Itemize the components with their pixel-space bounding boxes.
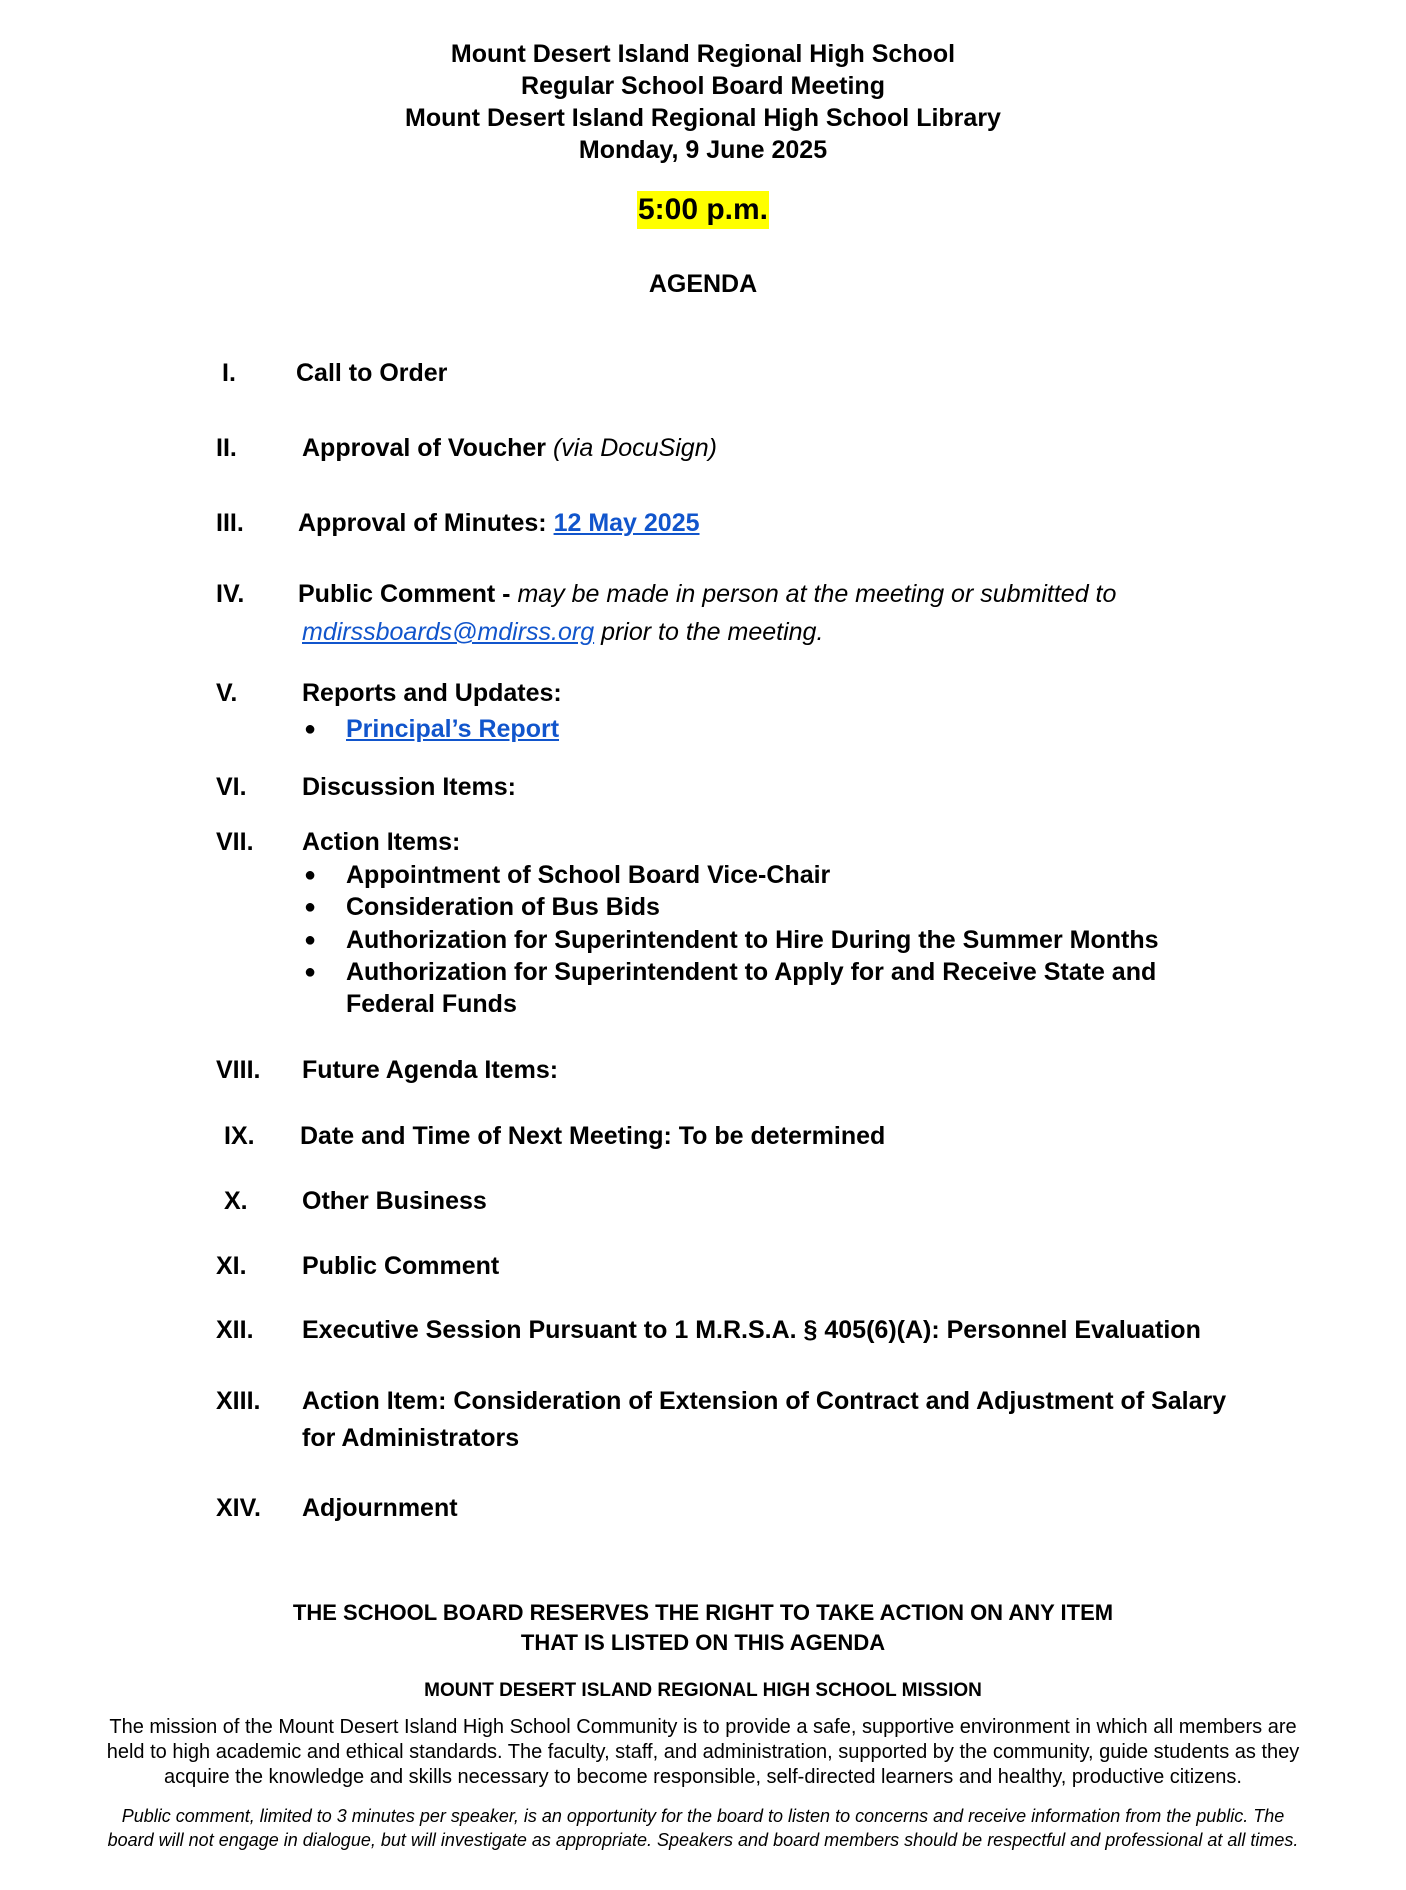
bullet-icon: ●: [304, 929, 317, 951]
item-contract-extension-line2: for Administrators: [302, 1424, 520, 1452]
note-line-2: board will not engage in dialogue, but will investigate as appropriate. Speakers and board members should be respectful and professional at all times.: [107, 1830, 1299, 1850]
note-line-1: Public comment, limited to 3 minutes per speaker, is an opportunity for the board to listen to concerns and receive information from the public. The: [121, 1806, 1285, 1826]
action-item-vice-chair: Appointment of School Board Vice-Chair: [346, 861, 831, 889]
item-future-agenda: Future Agenda Items:: [302, 1056, 559, 1084]
item-number-xiv: XIV.: [216, 1494, 261, 1522]
meeting-time: 5:00 p.m.: [637, 191, 769, 229]
item-action-items: Action Items:: [302, 828, 461, 856]
item-public-comment-label: Public Comment -: [298, 580, 518, 608]
item-call-to-order: Call to Order: [296, 359, 448, 387]
item-number-vii: VII.: [216, 828, 254, 856]
item-public-comment-note: may be made in person at the meeting or submitted to: [517, 580, 1117, 608]
item-adjournment: Adjournment: [302, 1494, 458, 1522]
action-item-state-federal-funds-line2: Federal Funds: [346, 990, 517, 1018]
item-public-comment-2: Public Comment: [302, 1252, 500, 1280]
item-number-viii: VIII.: [216, 1056, 261, 1084]
reserve-line-2: THAT IS LISTED ON THIS AGENDA: [520, 1630, 886, 1655]
mission-line-2: held to high academic and ethical standards. The faculty, staff, and administration, supported by the community, guide students as they: [106, 1741, 1300, 1763]
item-executive-session: Executive Session Pursuant to 1 M.R.S.A. § 405(6)(A): Personnel Evaluation: [302, 1316, 1201, 1344]
item-public-comment-note2: prior to the meeting.: [594, 618, 824, 646]
item-approval-minutes: [298, 507, 700, 539]
item-number-vi: VI.: [216, 773, 247, 801]
bullet-icon: ●: [304, 896, 317, 918]
item-approval-voucher-label: Approval of Voucher: [302, 434, 547, 462]
action-item-hire-summer: Authorization for Superintendent to Hire During the Summer Months: [346, 926, 1159, 954]
meeting-time-wrap: [0, 191, 1406, 229]
item-number-v: V.: [216, 679, 238, 707]
minutes-link[interactable]: 12 May 2025: [553, 509, 700, 537]
item-number-xii: XII.: [216, 1316, 254, 1344]
item-number-i: I.: [222, 359, 236, 387]
bullet-icon: ●: [304, 718, 317, 740]
mission-title: MOUNT DESERT ISLAND REGIONAL HIGH SCHOOL MISSION: [424, 1680, 982, 1701]
item-number-xiii: XIII.: [216, 1387, 261, 1415]
reserve-line-1: THE SCHOOL BOARD RESERVES THE RIGHT TO TAKE ACTION ON ANY ITEM: [292, 1600, 1114, 1625]
item-public-comment-line2: [302, 616, 823, 648]
action-item-bus-bids: Consideration of Bus Bids: [346, 893, 660, 921]
principals-report-item: [346, 713, 559, 745]
mission-statement: [30, 1715, 1376, 1790]
action-item-state-federal-funds: Authorization for Superintendent to Apply for and Receive State and: [346, 958, 1157, 986]
reserve-notice: [0, 1598, 1406, 1658]
item-public-comment: [298, 578, 1116, 610]
item-contract-extension: Action Item: Consideration of Extension of Contract and Adjustment of Salary: [302, 1387, 1227, 1415]
item-number-iv: IV.: [216, 580, 245, 608]
item-number-iii: III.: [216, 509, 244, 537]
item-other-business: Other Business: [302, 1187, 487, 1215]
item-number-xi: XI.: [216, 1252, 247, 1280]
agenda-title: AGENDA: [648, 270, 758, 298]
item-approval-minutes-label: Approval of Minutes:: [298, 509, 554, 537]
meeting-date: Monday, 9 June 2025: [578, 136, 828, 164]
item-approval-voucher-note: (via DocuSign): [552, 434, 717, 462]
school-name: Mount Desert Island Regional High School: [450, 40, 956, 68]
meeting-location: Mount Desert Island Regional High School Library: [405, 104, 1001, 132]
item-number-ii: II.: [216, 434, 237, 462]
meeting-type: Regular School Board Meeting: [521, 72, 885, 100]
item-reports-updates: Reports and Updates:: [302, 679, 562, 707]
item-approval-voucher: [302, 432, 717, 464]
item-discussion-items: Discussion Items:: [302, 773, 516, 801]
principals-report-link[interactable]: Principal’s Report: [346, 715, 560, 743]
item-next-meeting: Date and Time of Next Meeting: To be determined: [300, 1122, 886, 1150]
mission-line-3: acquire the knowledge and skills necessary to become responsible, self-directed learners and healthy, productive citizens.: [164, 1766, 1242, 1788]
public-comment-note: [30, 1804, 1376, 1852]
item-number-ix: IX.: [224, 1122, 255, 1150]
bullet-icon: ●: [304, 961, 317, 983]
email-link[interactable]: mdirssboards@mdirss.org: [302, 618, 595, 646]
mission-line-1: The mission of the Mount Desert Island High School Community is to provide a safe, supportive environment in which all members are: [109, 1716, 1297, 1738]
item-number-x: X.: [224, 1187, 248, 1215]
bullet-icon: ●: [304, 864, 317, 886]
